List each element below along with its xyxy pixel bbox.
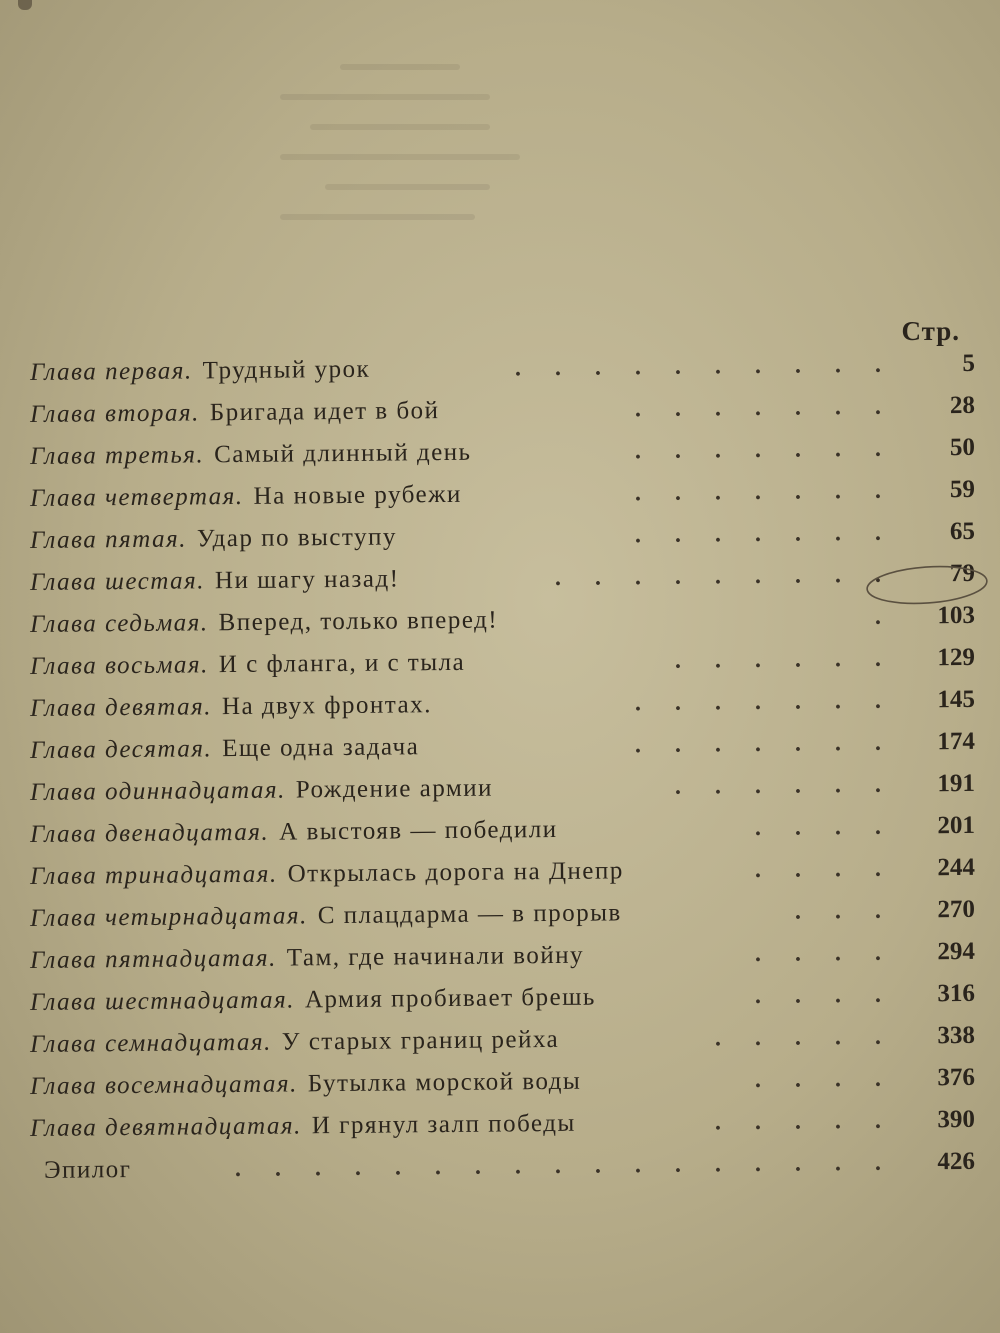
- page-number: 28: [949, 391, 976, 420]
- chapter-label: Глава вторая.: [29, 399, 200, 428]
- chapter-title: Там, где начинали войну: [286, 941, 585, 972]
- page-column-header: Стр.: [901, 316, 960, 346]
- page-number: 244: [937, 853, 976, 882]
- page-number: 338: [937, 1021, 976, 1050]
- leader-dots: . . .: [794, 897, 896, 925]
- chapter-label: Глава девятая.: [29, 693, 213, 722]
- leader-dots: . . . . . . . . . .: [514, 351, 896, 382]
- page-number: 191: [937, 769, 976, 798]
- chapter-title: Вперед, только вперед!: [218, 606, 499, 637]
- page-number: 50: [949, 433, 976, 462]
- page-number: 59: [949, 475, 976, 504]
- leader-dots: . . . . . . .: [634, 435, 896, 465]
- leader-dots: . . . .: [754, 813, 896, 842]
- page-number: 103: [937, 601, 976, 630]
- leader-dots: . . . . . .: [674, 645, 896, 674]
- chapter-label: Глава восьмая.: [29, 651, 209, 680]
- chapter-label: Глава восемнадцатая.: [29, 1070, 298, 1100]
- page-corner-mark: [18, 0, 32, 10]
- chapter-label: Глава третья.: [29, 441, 205, 470]
- page-number: 174: [937, 727, 976, 756]
- show-through-text: [280, 40, 580, 300]
- chapter-title: Самый длинный день: [214, 438, 472, 469]
- leader-dots: . . . .: [754, 855, 896, 884]
- chapter-label: Глава седьмая.: [29, 609, 209, 638]
- chapter-label: Глава шестая.: [29, 567, 206, 596]
- chapter-title: Еще одна задача: [222, 733, 420, 763]
- chapter-title: Трудный урок: [202, 355, 371, 385]
- chapter-label: Глава тринадцатая.: [29, 860, 278, 890]
- chapter-title: И грянул залп победы: [311, 1109, 576, 1140]
- chapter-label: Глава семнадцатая.: [29, 1028, 272, 1058]
- chapter-title: Открылась дорога на Днепр: [287, 857, 624, 888]
- page-number: 270: [937, 895, 976, 924]
- chapter-label: Глава девятнадцатая.: [29, 1112, 302, 1142]
- chapter-title: Бригада идет в бой: [209, 397, 440, 427]
- leader-dots: . . . . . . .: [634, 393, 896, 423]
- leader-dots: . . . . . . .: [634, 729, 896, 759]
- chapter-title: И с фланга, и с тыла: [218, 648, 466, 679]
- leader-dots: . . . .: [754, 939, 896, 968]
- page-number: 390: [937, 1105, 976, 1134]
- chapter-label: Глава пятнадцатая.: [29, 944, 277, 974]
- chapter-label: Глава двенадцатая.: [29, 818, 270, 848]
- chapter-title: У старых границ рейха: [281, 1025, 560, 1056]
- table-of-contents: [29, 349, 976, 1192]
- leader-dots: . . . .: [754, 1065, 896, 1094]
- page-number: 294: [937, 937, 976, 966]
- chapter-title: С плацдарма — в прорыв: [317, 899, 622, 930]
- chapter-label: Глава пятая.: [29, 525, 188, 554]
- chapter-label: Глава одиннадцатая.: [29, 776, 286, 806]
- chapter-label: Глава четырнадцатая.: [29, 902, 308, 932]
- chapter-label: Глава шестнадцатая.: [29, 986, 296, 1016]
- page-number: 129: [937, 643, 976, 672]
- toc-entry-epilogue: [30, 1141, 975, 1192]
- page-number: 316: [937, 979, 976, 1008]
- leader-dots: . . . . .: [714, 1107, 896, 1136]
- leader-dots: . . . . . . .: [634, 477, 896, 507]
- epilogue-title: Эпилог: [43, 1156, 132, 1184]
- chapter-title: Удар по выступу: [196, 523, 398, 553]
- chapter-title: Армия пробивает брешь: [304, 983, 596, 1014]
- chapter-title: Ни шагу назад!: [214, 565, 400, 595]
- leader-dots: . . . . . . . . . . . . . . . . .: [234, 1149, 896, 1183]
- page-number: 201: [937, 811, 976, 840]
- chapter-title: А выстояв — победили: [279, 815, 558, 846]
- leader-dots: . . . . . . .: [634, 519, 896, 549]
- chapter-label: Глава первая.: [29, 357, 193, 386]
- page-number: 5: [962, 349, 976, 378]
- leader-dots: . . . . . .: [674, 771, 896, 800]
- page-number: 145: [937, 685, 976, 714]
- chapter-title: Бутылка морской воды: [307, 1067, 582, 1098]
- leader-dots: . . . . . . .: [634, 687, 896, 717]
- chapter-title: На новые рубежи: [253, 480, 462, 510]
- leader-dots: .: [874, 603, 896, 630]
- chapter-title: Рождение армии: [295, 774, 494, 804]
- page-number: 79: [949, 559, 976, 588]
- chapter-label: Глава десятая.: [29, 735, 213, 764]
- leader-dots: . . . . .: [714, 1023, 896, 1052]
- leader-dots: . . . .: [754, 981, 896, 1010]
- chapter-title: На двух фронтах.: [221, 691, 433, 721]
- page-number: 426: [937, 1147, 976, 1176]
- page-number: 65: [949, 517, 976, 546]
- page-number: 376: [937, 1063, 976, 1092]
- leader-dots: . . . . . . . . .: [554, 561, 896, 591]
- chapter-label: Глава четвертая.: [29, 482, 244, 512]
